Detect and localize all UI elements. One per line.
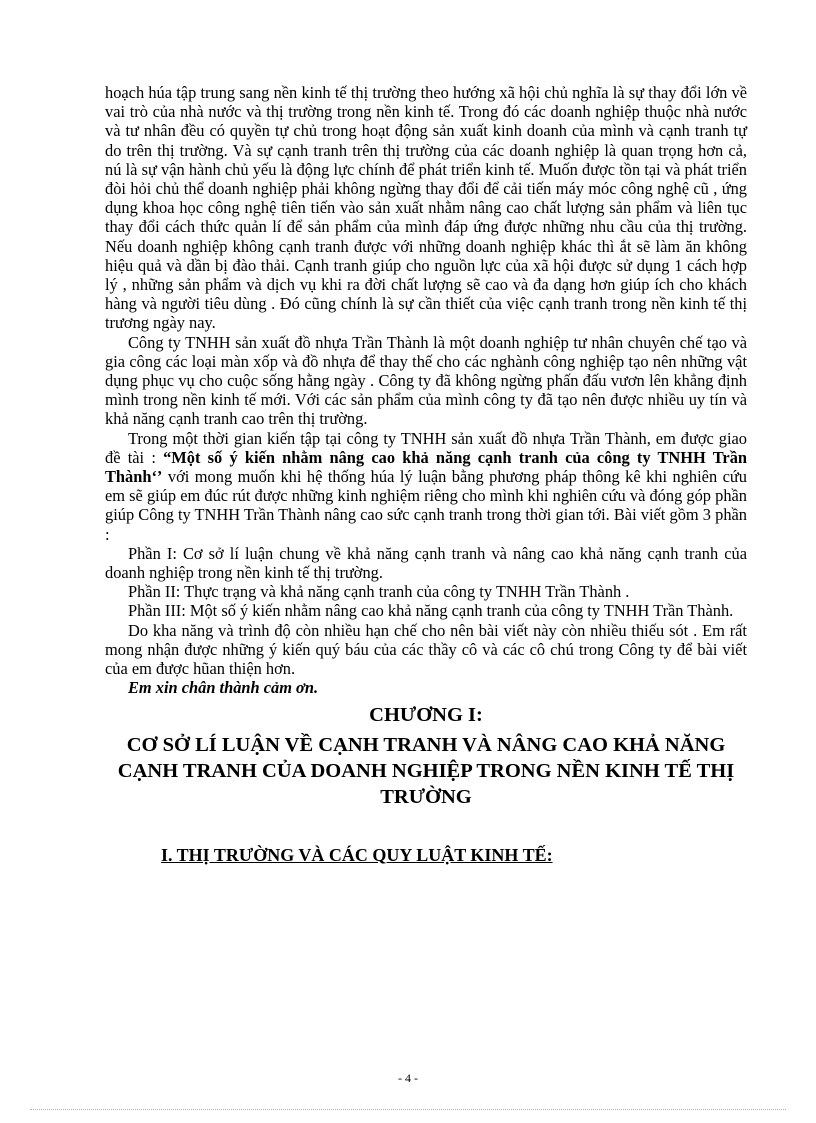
topic-paragraph bbox=[105, 429, 747, 544]
intro-paragraph: hoạch húa tập trung sang nền kinh tế thị trường theo hướng xã hội chủ nghĩa là sự thay đổi lớn về vai trò của nhà nước và thị trường trong nền kinh tế. Trong đó các doanh nghiệp thuộc nhà nước và tư nhân đều có quyền tự chủ trong hoạt động sản xuất kinh doanh của mình và cạnh tranh tự do trên thị trường. Và sự cạnh tranh trên thị trường của các doanh nghiệp là quan trọng hơn cả, nú là sự vận hành chủ yếu là động lực chính để phát triển kinh tế. Muốn được tồn tại và phát triển đòi hỏi chủ thể doanh nghiệp phải không ngừng thay đổi để cải tiến máy móc công nghệ cũ , ứng dụng khoa học công nghệ tiên tiến vào sản xuất nhằm nâng cao chất lượng sản phẩm và liên tục thay đổi cách thức quản lí để sản phẩm của mình đáp ứng được những nhu cầu của thị trường. Nếu doanh nghiệp không cạnh tranh được với những doanh nghiệp khác thì ắt sẽ làm ăn không hiệu quả và dần bị đào thải. Cạnh tranh giúp cho nguồn lực của xã hội được sử dụng 1 cách hợp lý , những sản phẩm và dịch vụ khi ra đời chất lượng sẽ cao và đa dạng hơn giúp ích cho khách hàng và người tiêu dùng . Đó cũng chính là sự cần thiết của việc cạnh tranh trong nền kinh tế thị trương ngày nay. bbox=[105, 83, 747, 333]
closing-paragraph: Do kha năng và trình độ còn nhiều hạn chế cho nên bài viết này còn nhiều thiếu sót . Em rất mong nhận được những ý kiến quý báu của các thầy cô và các cô chú trong Công ty để bài viết của em được hũan thiện hơn. bbox=[105, 620, 747, 679]
page-body bbox=[105, 83, 747, 865]
thanks-line: Em xin chân thành cảm ơn. bbox=[128, 678, 319, 698]
bottom-divider bbox=[30, 1109, 786, 1110]
topic-text-before: Trong một thời gian kiến tập tại công ty TNHH sản xuất đồ nhựa Trần Thành, em được giao đề tài : bbox=[105, 428, 747, 467]
section-heading: I. THỊ TRƯỜNG VÀ CÁC QUY LUẬT KINH TẾ: bbox=[161, 844, 553, 865]
company-paragraph: Công ty TNHH sản xuất đồ nhựa Trần Thành là một doanh nghiệp tư nhân chuyên chế tạo và gia công các loại màn xốp và đồ nhựa để thay thế cho các nghành công nghiệp tạo nên những vật dụng phục vụ cho cuộc sống hằng ngày . Công ty đã không ngừng phấn đấu vươn lên khẳng định mình trong nền kinh tế mới. Với các sản phẩm của mình công ty đã tạo nên được nhiều uy tín và khả năng cạnh tranh cao trên thị trường. bbox=[105, 332, 747, 429]
chapter-label: CHƯƠNG I: bbox=[369, 703, 483, 726]
part-one-item: Phần I: Cơ sở lí luận chung về khả năng cạnh tranh và nâng cao khả năng cạnh tranh của doanh nghiệp trong nền kinh tế thị trường. bbox=[105, 543, 747, 583]
part-two-item: Phần II: Thực trạng và khả năng cạnh tranh của công ty TNHH Trần Thành . bbox=[128, 582, 630, 602]
page-number: - 4 - bbox=[398, 1071, 418, 1085]
chapter-title: CƠ SỞ LÍ LUẬN VỀ CẠNH TRANH VÀ NÂNG CAO KHẢ NĂNG CẠNH TRANH CỦA DOANH NGHIỆP TRONG NỀN KINH TẾ THỊ TRƯỜNG bbox=[117, 733, 735, 808]
topic-text-after: với mong muốn khi hệ thống húa lý luận bằng phương pháp thông kê khi nghiên cứu em sẽ giúp em đúc rút được những kinh nghiệm riêng cho mình khi nghiên cứu và đóng góp phần giúp Công ty TNHH Trần Thành nâng cao sức cạnh tranh trong thời gian tới. Bài viết gồm 3 phần : bbox=[105, 467, 747, 544]
part-three-item: Phần III: Một số ý kiến nhằm nâng cao khả năng cạnh tranh của công ty TNHH Trần Thành. bbox=[128, 601, 734, 621]
topic-title: “Một số ý kiến nhằm nâng cao khả năng cạnh tranh của công ty TNHH Trần Thành‘’ bbox=[105, 447, 748, 487]
